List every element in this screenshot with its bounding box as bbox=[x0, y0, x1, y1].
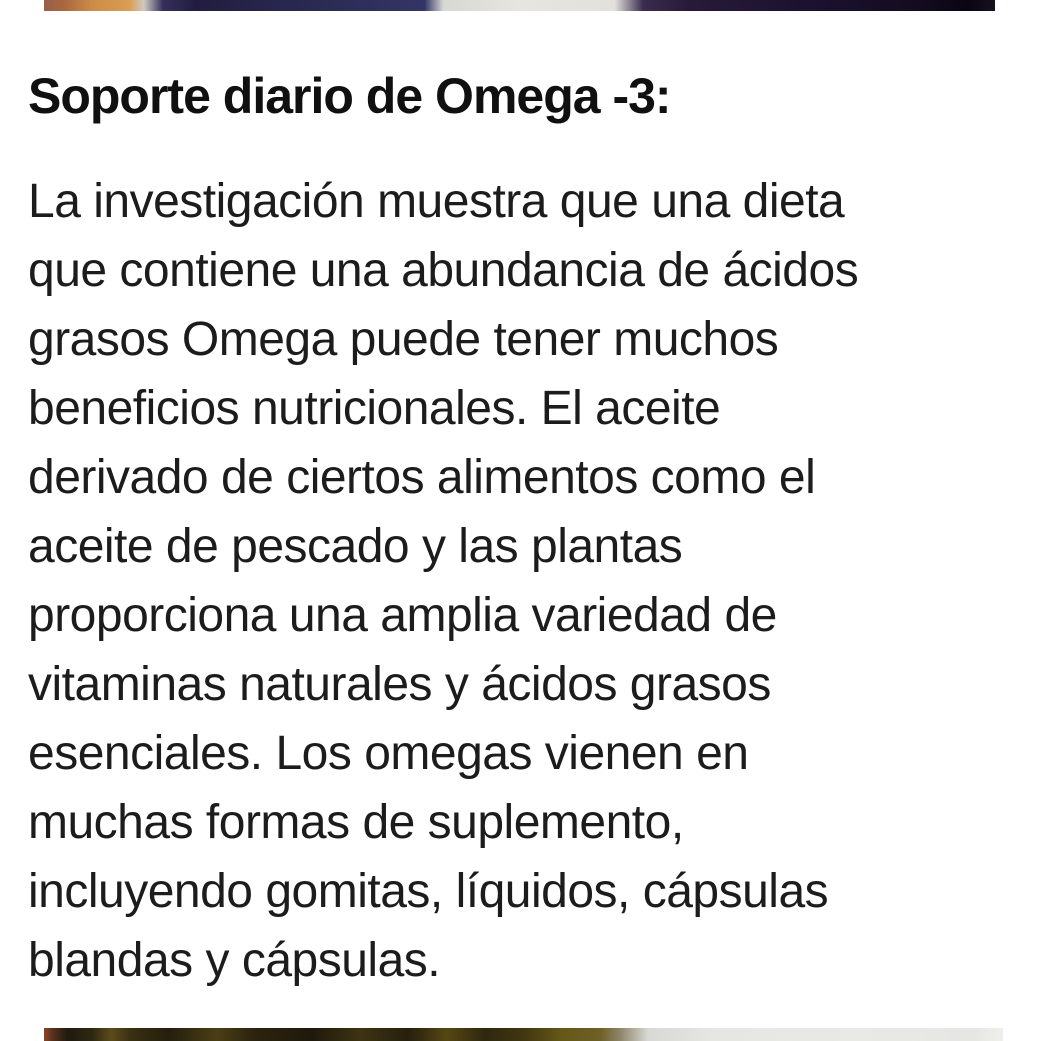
paragraph-line: aceite de pescado y las plantas bbox=[28, 520, 683, 573]
paragraph-line: vitaminas naturales y ácidos grasos bbox=[28, 658, 771, 711]
paragraph-line: muchas formas de suplemento, bbox=[28, 796, 684, 849]
top-photo-strip bbox=[44, 0, 995, 11]
article-heading: Soporte diario de Omega -3: bbox=[28, 68, 671, 124]
article-paragraph bbox=[28, 167, 1018, 995]
paragraph-line: incluyendo gomitas, líquidos, cápsulas bbox=[28, 865, 829, 918]
bottom-photo-strip bbox=[44, 1028, 1003, 1041]
paragraph-line: derivado de ciertos alimentos como el bbox=[28, 451, 816, 504]
paragraph-line: La investigación muestra que una dieta bbox=[28, 175, 845, 228]
paragraph-line: blandas y cápsulas. bbox=[28, 934, 441, 987]
paragraph-line: beneficios nutricionales. El aceite bbox=[28, 382, 721, 435]
paragraph-line: grasos Omega puede tener muchos bbox=[28, 313, 779, 366]
paragraph-line: proporciona una amplia variedad de bbox=[28, 589, 777, 642]
paragraph-line: esenciales. Los omegas vienen en bbox=[28, 727, 749, 780]
paragraph-line: que contiene una abundancia de ácidos bbox=[28, 244, 859, 297]
